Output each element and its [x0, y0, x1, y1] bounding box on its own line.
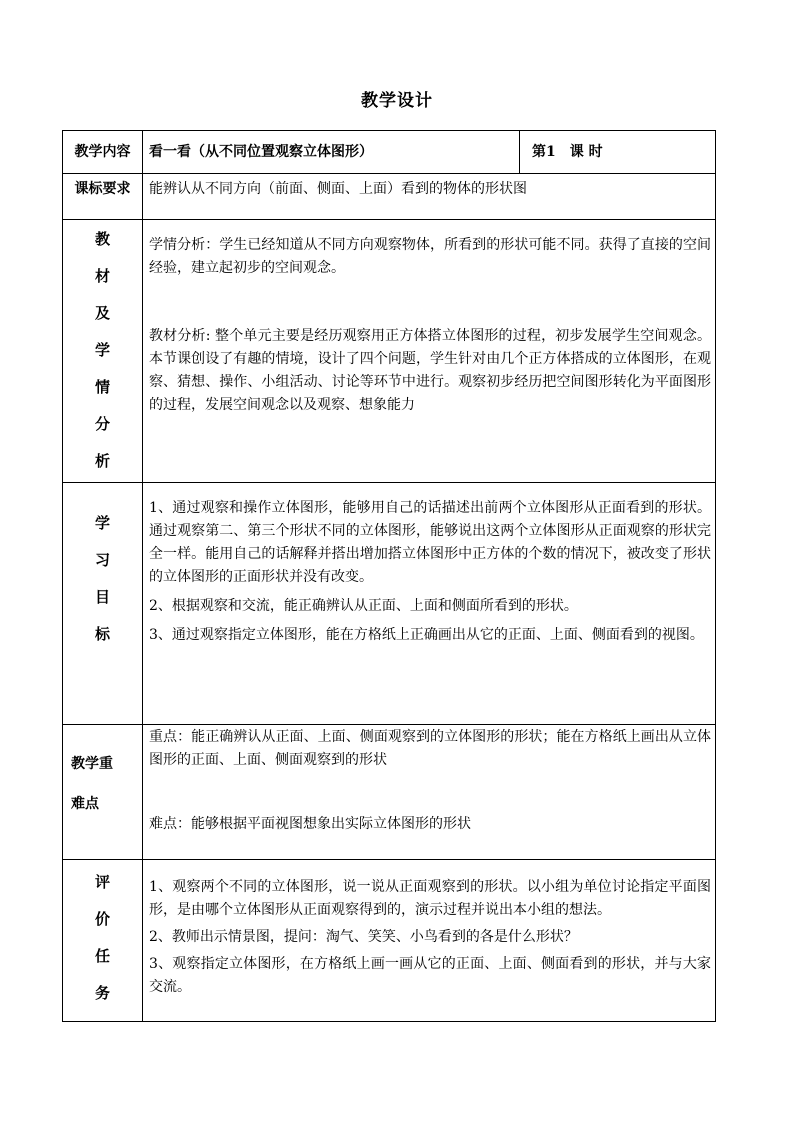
row-key-points [63, 725, 716, 860]
row-evaluation-tasks [63, 860, 716, 1022]
label-char: 目 [94, 588, 110, 606]
label-learning-goals [63, 483, 143, 725]
label-char: 材 [94, 267, 110, 285]
row-curriculum-standard [63, 174, 716, 220]
curriculum-standard-value: 能辨认从不同方向（前面、侧面、上面）看到的物体的形状图 [143, 174, 716, 220]
teaching-content-value: 看一看（从不同位置观察立体图形） [143, 131, 520, 174]
task-item: 3、观察指定立体图形，在方格纸上画一画从它的正面、上面、侧面看到的形状，并与大家交流。 [149, 956, 711, 995]
analysis-content [143, 220, 716, 483]
label-char: 及 [94, 304, 110, 322]
label-char: 分 [94, 415, 110, 433]
label-curriculum-standard: 课标要求 [63, 174, 143, 220]
label-evaluation-tasks [63, 860, 143, 1022]
label-analysis [63, 220, 143, 483]
key-point-paragraph: 重点：能正确辨认从正面、上面、侧面观察到的立体图形的形状；能在方格纸上画出从立体图形的正面、上面、侧面观察到的形状 [149, 729, 711, 768]
goal-item: 1、通过观察和操作立体图形，能够用自己的话描述出前两个立体图形从正面看到的形状。通过观察第二、第三个形状不同的立体图形，能够说出这两个立体图形从正面观察的形状完全一样。能用自己的话解释并搭出增加搭立体图形中正方体的个数的情况下，被改变了形状的立体图形的正面形状并没有改变。 [149, 500, 711, 585]
difficulty-paragraph: 难点：能够根据平面视图想象出实际立体图形的形状 [149, 816, 471, 832]
label-char: 析 [94, 452, 110, 470]
label-teaching-content: 教学内容 [63, 131, 143, 174]
label-line: 难点 [71, 796, 99, 812]
lesson-plan-table [62, 130, 716, 1022]
row-analysis [63, 220, 716, 483]
label-char: 情 [94, 378, 110, 396]
document-title: 教学设计 [361, 91, 433, 111]
learning-goals-content [143, 483, 716, 725]
row-teaching-content [63, 131, 716, 174]
label-char: 评 [94, 873, 110, 891]
evaluation-tasks-content [143, 860, 716, 1022]
label-char: 标 [94, 625, 110, 643]
key-points-content [143, 725, 716, 860]
task-item: 2、教师出示情景图，提问：淘气、笑笑、小鸟看到的各是什么形状？ [149, 929, 578, 945]
label-char: 务 [94, 984, 110, 1002]
task-item: 1、观察两个不同的立体图形，说一说从正面观察到的形状。以小组为单位讨论指定平面图形，是由哪个立体图形从正面观察得到的，演示过程并说出本小组的想法。 [149, 879, 711, 918]
label-char: 学 [94, 341, 110, 359]
row-learning-goals [63, 483, 716, 725]
label-char: 学 [94, 514, 110, 532]
label-char: 价 [94, 910, 110, 928]
goal-item: 3、通过观察指定立体图形，能在方格纸上正确画出从它的正面、上面、侧面看到的视图。 [149, 627, 704, 643]
goal-item: 2、根据观察和交流，能正确辨认从正面、上面和侧面所看到的形状。 [149, 598, 578, 614]
label-char: 教 [94, 230, 110, 248]
label-char: 任 [94, 947, 110, 965]
material-analysis-paragraph: 教材分析: 整个单元主要是经历观察用正方体搭立体图形的过程，初步发展学生空间观念。本节课创设了有趣的情境，设计了四个问题，学生针对由几个正方体搭成的立体图形，在观察、猜想、操作、小组活动、讨论等环节中进行。观察初步经历把空间图形转化为平面图形的过程，发展空间观念以及观察、想象能力 [149, 328, 711, 413]
label-char: 习 [94, 551, 110, 569]
learner-analysis-paragraph: 学情分析：学生已经知道从不同方向观察物体，所看到的形状可能不同。获得了直接的空间经验，建立起初步的空间观念。 [149, 237, 711, 276]
label-key-points [63, 725, 143, 860]
label-line: 教学重 [71, 756, 113, 772]
lesson-count: 第1 课 时 [520, 131, 716, 174]
